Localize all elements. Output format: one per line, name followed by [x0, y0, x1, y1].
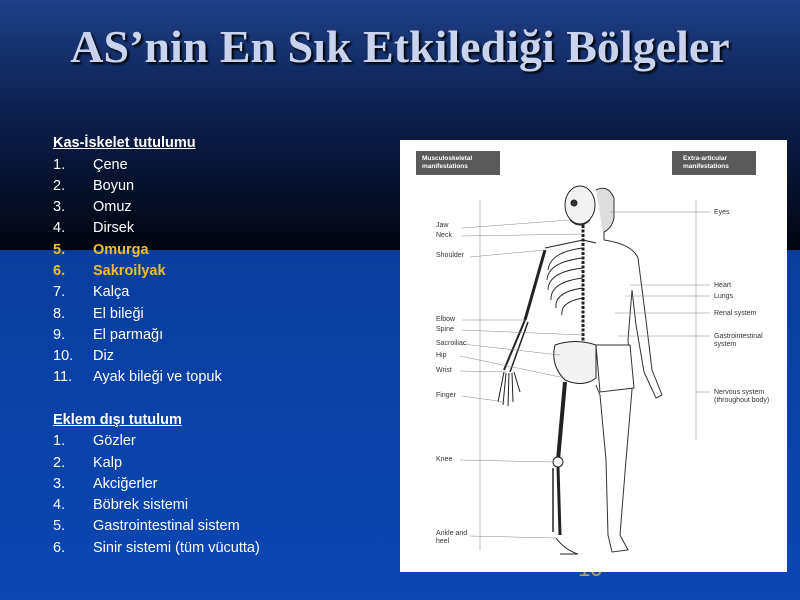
figure-label-right: (throughout body) [714, 397, 770, 404]
item-number: 6. [53, 539, 66, 556]
item-number: 7. [53, 284, 66, 301]
figure-label-left: Jaw [436, 222, 449, 229]
musculoskeletal-item [53, 304, 383, 325]
musculoskeletal-item [53, 261, 383, 282]
figure-label-left: Spine [436, 326, 454, 333]
item-number: 5. [53, 518, 66, 535]
figure-label-left: heel [436, 538, 450, 545]
musculoskeletal-heading: Kas-İskelet tutulumu [53, 135, 196, 151]
musculoskeletal-item [53, 197, 383, 218]
item-label: Gastrointestinal sistem [93, 518, 240, 535]
item-number: 11. [53, 369, 73, 386]
musculoskeletal-item [53, 176, 383, 197]
item-number: 8. [53, 305, 66, 322]
item-label: Çene [93, 156, 128, 173]
figure-label-right: Nervous system [714, 389, 765, 396]
item-label: Sakroilyak [93, 262, 166, 279]
item-label: Kalça [93, 284, 130, 301]
figure-label-left: Neck [436, 232, 452, 239]
figure-label-right: Lungs [714, 293, 734, 300]
extra-articular-item [53, 538, 383, 559]
item-number: 3. [53, 475, 66, 492]
slide-title: AS’nin En Sık Etkilediği Bölgeler [70, 21, 730, 72]
item-label: Dirsek [93, 220, 135, 237]
figure-label-left: Knee [436, 456, 453, 463]
item-number: 9. [53, 326, 66, 343]
figure-label-left: Elbow [436, 316, 456, 323]
musculoskeletal-item [53, 346, 383, 367]
item-number: 2. [53, 454, 66, 471]
extra-articular-item [53, 453, 383, 474]
item-label: Ayak bileği ve topuk [93, 369, 222, 386]
item-label: Omurga [93, 241, 149, 258]
item-label: Boyun [93, 177, 135, 194]
figure-label-left: Shoulder [436, 252, 465, 259]
figure-label-left: Ankle and [436, 530, 468, 537]
figure-label-left: Wrist [436, 367, 452, 374]
item-number: 4. [53, 220, 66, 237]
extra-articular-item [53, 431, 383, 452]
extra-articular-heading: Eklem dışı tutulum [53, 411, 182, 428]
musculoskeletal-item [53, 282, 383, 303]
manifestation-list [53, 133, 383, 559]
item-number: 5. [53, 241, 66, 258]
musculoskeletal-item [53, 240, 383, 261]
item-label: Diz [93, 348, 114, 365]
figure-label-right: Gastrointestinal [714, 333, 763, 340]
extra-articular-box-label: Extra-articular manifestations [683, 155, 729, 170]
figure-label-right: Heart [714, 282, 732, 289]
item-number: 1. [53, 433, 66, 450]
anatomy-svg [400, 140, 787, 572]
figure-label-right: system [714, 341, 737, 348]
extra-articular-item [53, 495, 383, 516]
extra-articular-items [53, 431, 383, 559]
musculoskeletal-item [53, 155, 383, 176]
item-label: Omuz [93, 199, 132, 216]
extra-articular-item [53, 516, 383, 537]
musculoskeletal-item [53, 218, 383, 239]
figure-label-left: Finger [436, 392, 456, 399]
anatomy-figure [400, 140, 787, 572]
item-number: 1. [53, 156, 66, 173]
item-number: 10. [53, 348, 74, 365]
musculoskeletal-item [53, 325, 383, 346]
item-number: 2. [53, 177, 66, 194]
figure-label-left: Hip [436, 352, 447, 359]
item-label: Gözler [93, 433, 136, 450]
item-label: El bileği [93, 305, 144, 322]
musculoskeletal-items [53, 155, 383, 389]
body-illustration [596, 188, 662, 552]
item-number: 3. [53, 199, 66, 216]
item-label: El parmağı [93, 326, 164, 343]
figure-label-right: Eyes [714, 209, 730, 216]
item-number: 6. [53, 262, 66, 279]
extra-articular-item [53, 474, 383, 495]
item-label: Böbrek sistemi [93, 497, 189, 514]
list-gap [53, 389, 383, 410]
item-label: Sinir sistemi (tüm vücutta) [93, 539, 260, 556]
figure-label-left: Sacroiliac [436, 340, 467, 347]
item-label: Kalp [93, 454, 123, 471]
figure-label-right: Renal system [714, 310, 757, 317]
musculoskeletal-item [53, 367, 383, 388]
item-label: Akciğerler [93, 475, 158, 492]
item-number: 4. [53, 497, 66, 514]
skeleton-illustration [498, 186, 596, 554]
musculoskeletal-box-label: Musculoskeletal manifestations [422, 155, 473, 170]
